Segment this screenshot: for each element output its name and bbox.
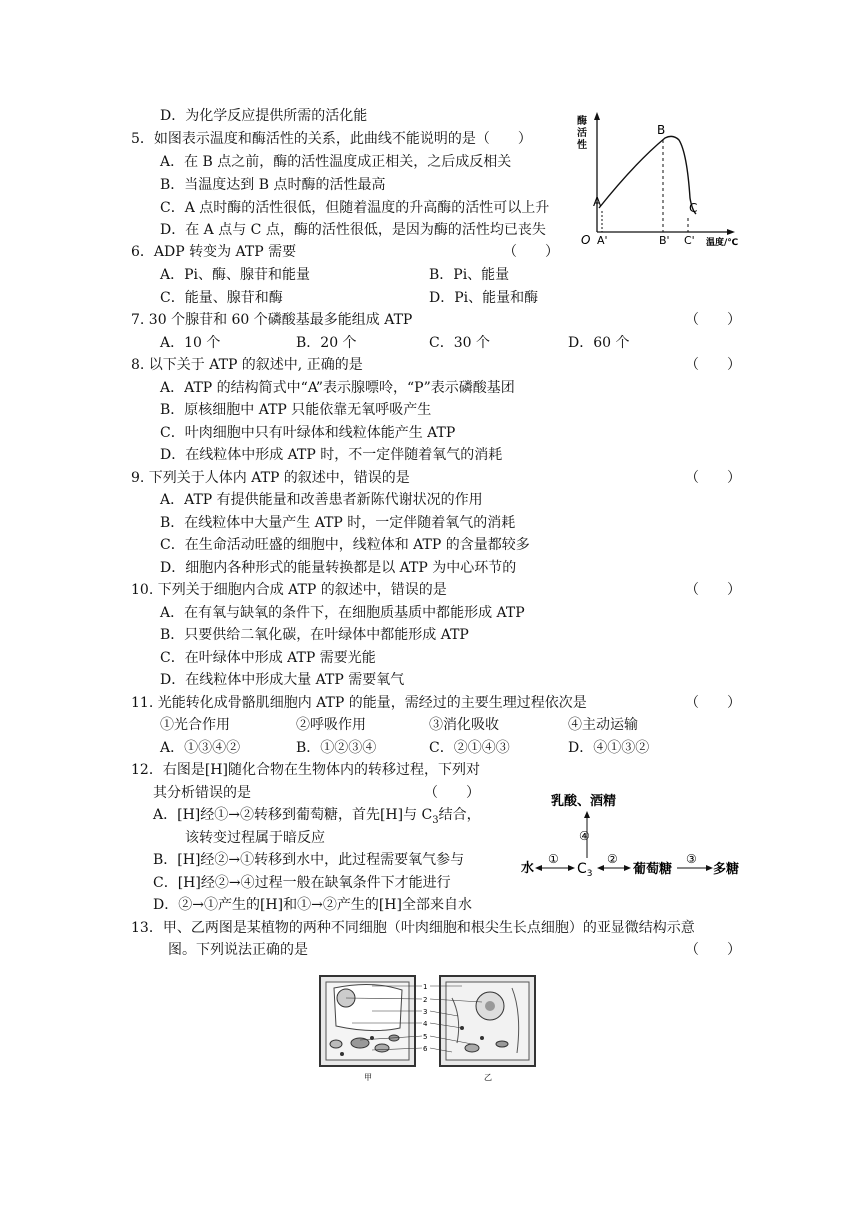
figure-label-5: 5 bbox=[423, 1033, 428, 1041]
diagram-step-4: ④ bbox=[579, 829, 590, 843]
graph-xlabel: 温度/℃ bbox=[706, 238, 739, 248]
figure-label-1: 1 bbox=[423, 983, 428, 991]
q12-stem-line2: 其分析错误的是 bbox=[153, 785, 251, 801]
q8-option-a: A．ATP 的结构简式中“A”表示腺嘌呤，“P”表示磷酸基团 bbox=[160, 380, 515, 396]
q6-option-b: B．Pi、能量 bbox=[429, 267, 510, 283]
q10-answer-paren: （ ） bbox=[685, 582, 741, 598]
q11-stem: 11. 光能转化成骨骼肌细胞内 ATP 的能量，需经过的主要生理过程依次是 bbox=[131, 695, 587, 711]
q13-stem-line2: 图。下列说法正确的是 bbox=[168, 942, 308, 958]
graph-point-a: A bbox=[593, 195, 602, 209]
q5-option-c: C．A 点时酶的活性很低，但随着温度的升高酶的活性可以上升 bbox=[160, 200, 550, 216]
q8-option-c: C．叶肉细胞中只有叶绿体和线粒体能产生 ATP bbox=[160, 425, 456, 441]
q8-option-b: B．原核细胞中 ATP 只能依靠无氧呼吸产生 bbox=[160, 402, 432, 418]
figure-caption-yi: 乙 bbox=[484, 1073, 492, 1082]
diagram-step-3: ③ bbox=[686, 852, 697, 866]
q11-process-1: ①光合作用 bbox=[160, 717, 230, 733]
q12-option-c: C．[H]经②→④过程一般在缺氧条件下才能进行 bbox=[153, 875, 451, 891]
q11-option-a: A．①③④② bbox=[160, 740, 241, 756]
q10-option-c: C．在叶绿体中形成 ATP 需要光能 bbox=[160, 650, 376, 666]
q7-option-b: B．20 个 bbox=[296, 335, 357, 351]
q12-option-b: B．[H]经②→①转移到水中，此过程需要氧气参与 bbox=[153, 852, 465, 868]
q10-stem: 10. 下列关于细胞内合成 ATP 的叙述中，错误的是 bbox=[131, 582, 447, 598]
figure-label-3: 3 bbox=[423, 1008, 428, 1016]
q7-answer-paren: （ ） bbox=[685, 312, 741, 328]
q6-option-a: A．Pi、酶、腺苷和能量 bbox=[160, 267, 311, 283]
q7-option-d: D．60 个 bbox=[568, 335, 630, 351]
figure-caption-jia: 甲 bbox=[364, 1073, 372, 1082]
cell-jia bbox=[320, 976, 415, 1066]
graph-point-b: B bbox=[657, 123, 666, 137]
q11-process-4: ④主动运输 bbox=[568, 717, 638, 733]
graph-tick-b: B' bbox=[659, 234, 670, 247]
cell-yi bbox=[440, 976, 535, 1066]
graph-origin: O bbox=[581, 233, 591, 247]
q9-stem: 9. 下列关于人体内 ATP 的叙述中，错误的是 bbox=[131, 470, 410, 486]
q6-option-d: D．Pi、能量和酶 bbox=[429, 290, 539, 306]
q8-option-d: D．在线粒体中形成 ATP 时，不一定伴随着氧气的消耗 bbox=[160, 447, 503, 463]
q12-option-a-sub: 3 bbox=[432, 814, 439, 826]
q9-option-d: D．细胞内各种形式的能量转换都是以 ATP 为中心环节的 bbox=[160, 560, 517, 576]
q11-process-3: ③消化吸收 bbox=[429, 717, 499, 733]
q9-answer-paren: （ ） bbox=[685, 470, 741, 486]
graph-tick-c: C' bbox=[684, 234, 695, 247]
q11-process-2: ②呼吸作用 bbox=[296, 717, 366, 733]
q9-option-a: A．ATP 有提供能量和改善患者新陈代谢状况的作用 bbox=[160, 492, 483, 508]
q11-option-b: B．①②③④ bbox=[296, 740, 377, 756]
q11-option-d: D．④①③② bbox=[568, 740, 650, 756]
q10-option-a: A．在有氧与缺氧的条件下，在细胞质基质中都能形成 ATP bbox=[160, 605, 525, 621]
diagram-c3 bbox=[577, 861, 593, 879]
q6-answer-paren: （ ） bbox=[503, 244, 559, 260]
q13-answer-paren: （ ） bbox=[685, 942, 741, 958]
figure-label-4: 4 bbox=[423, 1020, 428, 1028]
q12-option-a-line1 bbox=[153, 805, 481, 831]
q12-option-d: D．②→①产生的[H]和①→②产生的[H]全部来自水 bbox=[153, 897, 472, 913]
q12-option-a-end: 结合， bbox=[438, 807, 481, 823]
h-transfer-diagram bbox=[515, 785, 745, 885]
q5-option-a: A．在 B 点之前，酶的活性温度成正相关，之后成反相关 bbox=[160, 154, 512, 170]
diagram-lactic-alcohol: 乳酸、酒精 bbox=[551, 794, 617, 809]
diagram-c3-letter: C bbox=[577, 861, 587, 877]
q9-option-c: C．在生命活动旺盛的细胞中，线粒体和 ATP 的含量都较多 bbox=[160, 537, 530, 553]
q13-stem-line1: 13．甲、乙两图是某植物的两种不同细胞（叶肉细胞和根尖生长点细胞）的亚显微结构示意 bbox=[131, 920, 695, 936]
q8-stem: 8. 以下关于 ATP 的叙述中, 正确的是 bbox=[131, 357, 363, 373]
q10-option-b: B．只要供给二氧化碳，在叶绿体中都能形成 ATP bbox=[160, 627, 469, 643]
q10-option-d: D．在线粒体中形成大量 ATP 需要氧气 bbox=[160, 672, 405, 688]
q11-option-c: C．②①④③ bbox=[429, 740, 510, 756]
q7-option-a: A．10 个 bbox=[160, 335, 221, 351]
q5-option-b: B．当温度达到 B 点时酶的活性最高 bbox=[160, 177, 386, 193]
q6-option-c: C．能量、腺苷和酶 bbox=[160, 290, 283, 306]
graph-tick-a: A' bbox=[597, 234, 608, 247]
diagram-c3-sub: 3 bbox=[586, 869, 593, 879]
q11-answer-paren: （ ） bbox=[685, 695, 741, 711]
q7-option-c: C．30 个 bbox=[429, 335, 490, 351]
q12-option-a-text: A．[H]经①→②转移到葡萄糖，首先[H]与 C bbox=[153, 807, 433, 823]
q9-option-b: B．在线粒体中大量产生 ATP 时，一定伴随着氧气的消耗 bbox=[160, 515, 516, 531]
q7-stem: 7. 30 个腺苷和 60 个磷酸基最多能组成 ATP bbox=[131, 312, 413, 328]
figure-label-6: 6 bbox=[423, 1045, 428, 1053]
diagram-water: 水 bbox=[521, 861, 535, 876]
enzyme-activity-graph bbox=[575, 108, 755, 253]
figure-label-2: 2 bbox=[423, 996, 428, 1004]
q8-answer-paren: （ ） bbox=[685, 357, 741, 373]
graph-point-c: C bbox=[689, 201, 698, 215]
q6-stem: 6．ADP 转变为 ATP 需要 bbox=[131, 244, 297, 260]
q12-stem-line1: 12．右图是[H]随化合物在生物体内的转移过程，下列对 bbox=[131, 762, 480, 778]
plant-cells-figure bbox=[312, 968, 552, 1088]
diagram-glucose: 葡萄糖 bbox=[633, 862, 673, 877]
q12-option-a-line2: 该转变过程属于暗反应 bbox=[185, 830, 325, 846]
q12-answer-paren: （ ） bbox=[424, 785, 480, 801]
diagram-step-2: ② bbox=[607, 852, 618, 866]
q5-option-d: D．在 A 点与 C 点，酶的活性很低，是因为酶的活性均已丧失 bbox=[160, 222, 546, 238]
diagram-step-1: ① bbox=[548, 852, 559, 866]
q4-option-d: D．为化学反应提供所需的活化能 bbox=[160, 108, 368, 124]
diagram-polysaccharide: 多糖 bbox=[713, 862, 740, 877]
graph-ylabel-text: 酶活性 bbox=[577, 116, 587, 151]
q5-stem: 5．如图表示温度和酶活性的关系，此曲线不能说明的是（ ） bbox=[131, 131, 532, 147]
